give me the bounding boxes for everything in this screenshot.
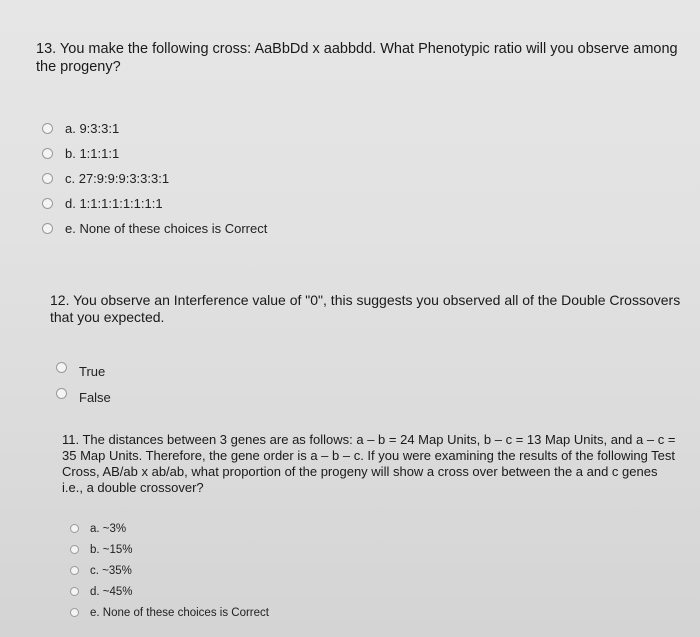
option-b[interactable] [42, 141, 700, 166]
radio-button[interactable] [70, 608, 79, 617]
option-e[interactable] [70, 602, 682, 623]
question-11 [62, 432, 682, 623]
radio-button[interactable] [56, 388, 67, 399]
option-label: b. 1:1:1:1 [65, 146, 120, 161]
question-13 [36, 40, 700, 241]
option-false[interactable] [56, 380, 690, 406]
radio-button[interactable] [42, 223, 53, 234]
radio-button[interactable] [42, 123, 53, 134]
option-label: c. ~35% [90, 564, 132, 577]
answer-options [42, 116, 700, 241]
option-c[interactable] [42, 166, 700, 191]
radio-button[interactable] [42, 173, 53, 184]
option-label: d. ~45% [90, 585, 133, 598]
radio-button[interactable] [70, 524, 79, 533]
option-true[interactable] [56, 354, 690, 380]
answer-options [70, 518, 682, 623]
option-c[interactable] [70, 560, 682, 581]
radio-button[interactable] [42, 198, 53, 209]
option-label: e. None of these choices is Correct [65, 221, 268, 236]
radio-button[interactable] [70, 587, 79, 596]
option-label: b. ~15% [90, 543, 133, 556]
option-a[interactable] [42, 116, 700, 141]
answer-options [56, 354, 690, 406]
option-label: False [79, 389, 111, 405]
question-12 [50, 292, 690, 406]
option-label: e. None of these choices is Correct [90, 606, 269, 619]
option-label: c. 27:9:9:9:3:3:3:1 [65, 171, 170, 186]
option-d[interactable] [70, 581, 682, 602]
question-text: 12. You observe an Interference value of "0", this suggests you observed all of the Double Crossovers that you expected. [50, 292, 681, 325]
question-text: 13. You make the following cross: AaBbDd x aabbdd. What Phenotypic ratio will you observe among the progeny? [36, 41, 678, 75]
option-e[interactable] [42, 216, 700, 241]
option-b[interactable] [70, 539, 682, 560]
option-label: a. 9:3:3:1 [65, 121, 120, 136]
radio-button[interactable] [42, 148, 53, 159]
option-label: d. 1:1:1:1:1:1:1:1 [65, 196, 163, 211]
option-label: a. ~3% [90, 522, 127, 535]
radio-button[interactable] [56, 362, 67, 373]
option-a[interactable] [70, 518, 682, 539]
option-label: True [79, 363, 106, 379]
option-d[interactable] [42, 191, 700, 216]
radio-button[interactable] [70, 566, 79, 575]
radio-button[interactable] [70, 545, 79, 554]
question-text: 11. The distances between 3 genes are as follows: a – b = 24 Map Units, b – c = 13 Map Units, and a – c = 35 Map Units. Therefore, the gene order is a – b – c. If you were examining the results of the following Test Cross, AB/ab x ab/ab, what proportion of the progeny will show a cross over between the a and c genes i.e., a double crossover? [62, 432, 676, 495]
